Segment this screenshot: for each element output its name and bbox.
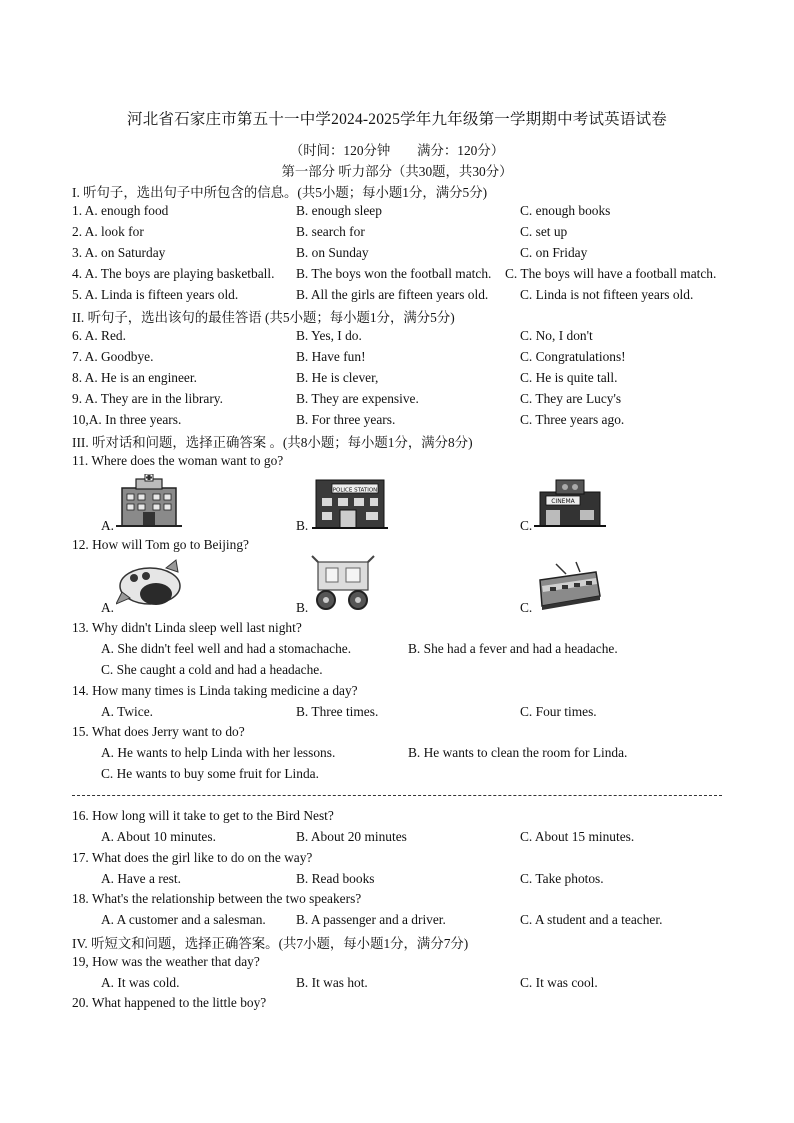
airplane-icon <box>116 558 184 614</box>
option-b: B. The boys won the football match. <box>296 266 492 281</box>
exam-info: （时间：120分钟 满分：120分） <box>289 143 505 158</box>
option-b: B. on Sunday <box>296 245 369 260</box>
option-b: B. They are expensive. <box>296 391 419 406</box>
option-c: C. He wants to buy some fruit for Linda. <box>101 766 319 781</box>
question-14: 14. How many times is Linda taking medicine a day? <box>72 683 358 698</box>
question-row <box>0 203 794 223</box>
option-c: C. enough books <box>520 203 611 218</box>
question-18: 18. What's the relationship between the two speakers? <box>72 891 362 906</box>
option-a: 5. A. Linda is fifteen years old. <box>72 287 239 302</box>
option-b: B. Have fun! <box>296 349 366 364</box>
option-a: A. It was cold. <box>101 975 180 990</box>
option-c-label: C. <box>520 518 533 533</box>
option-b: B. All the girls are fifteen years old. <box>296 287 489 302</box>
question-13: 13. Why didn't Linda sleep well last night? <box>72 620 302 635</box>
section4-heading: IV. 听短文和问题，选择正确答案。(共7小题，每小题1分，满分7分) <box>72 936 469 951</box>
question-row <box>0 370 794 390</box>
option-a: 4. A. The boys are playing basketball. <box>72 266 275 281</box>
section1-heading: I. 听句子，选出句子中所包含的信息。(共5小题；每小题1分，满分5分) <box>72 185 488 200</box>
question-row <box>0 224 794 244</box>
option-a: A. Have a rest. <box>101 871 181 886</box>
question-row <box>0 349 794 369</box>
option-b: B. Read books <box>296 871 375 886</box>
train-icon <box>536 560 602 612</box>
option-c: C. Linda is not fifteen years old. <box>520 287 694 302</box>
question-row <box>0 245 794 265</box>
option-a: A. Twice. <box>101 704 153 719</box>
option-a: A. A customer and a salesman. <box>101 912 266 927</box>
exam-title: 河北省石家庄市第五十一中学2024-2025学年九年级第一学期期中考试英语试卷 <box>127 111 667 128</box>
question-row <box>0 912 794 932</box>
question-row <box>0 412 794 432</box>
option-a: 8. A. He is an engineer. <box>72 370 197 385</box>
question-15: 15. What does Jerry want to do? <box>72 724 245 739</box>
option-a: A. About 10 minutes. <box>101 829 216 844</box>
question-12: 12. How will Tom go to Beijing? <box>72 537 249 552</box>
cinema-sign: CINEMA <box>551 498 575 505</box>
option-b: B. A passenger and a driver. <box>296 912 446 927</box>
question-row <box>0 829 794 849</box>
question-row <box>0 287 794 307</box>
option-c: C. on Friday <box>520 245 588 260</box>
option-c: C. They are Lucy's <box>520 391 622 406</box>
option-c-label: C. <box>520 600 533 615</box>
option-c: C. It was cool. <box>520 975 598 990</box>
option-c: C. About 15 minutes. <box>520 829 635 844</box>
option-c: C. The boys will have a football match. <box>505 266 717 281</box>
dashed-divider <box>72 795 722 796</box>
question-17: 17. What does the girl like to do on the way? <box>72 850 313 865</box>
option-c: C. Congratulations! <box>520 349 626 364</box>
option-c: C. set up <box>520 224 568 239</box>
police-station-sign: POLICE STATION <box>332 487 378 494</box>
option-b: B. He wants to clean the room for Linda. <box>408 745 628 760</box>
option-b: B. He is clever, <box>296 370 379 385</box>
question-11: 11. Where does the woman want to go? <box>72 453 284 468</box>
question-row <box>0 975 794 995</box>
option-b: B. enough sleep <box>296 203 382 218</box>
option-a: 10,A. In three years. <box>72 412 182 427</box>
option-b: B. Three times. <box>296 704 379 719</box>
question-row <box>0 704 794 724</box>
question-row <box>0 391 794 411</box>
option-b: B. Yes, I do. <box>296 328 362 343</box>
question-row <box>0 745 794 765</box>
question-row <box>0 871 794 891</box>
option-b-label: B. <box>296 600 309 615</box>
cinema-icon <box>534 476 606 528</box>
option-c: C. Take photos. <box>520 871 604 886</box>
section2-heading: II. 听句子，选出该句的最佳答语 (共5小题；每小题1分，满分5分) <box>72 310 455 325</box>
option-a: 1. A. enough food <box>72 203 169 218</box>
option-a-label: A. <box>101 600 115 615</box>
police-station-icon <box>312 472 388 530</box>
option-b: B. About 20 minutes <box>296 829 407 844</box>
hospital-icon <box>114 474 184 528</box>
option-a: 9. A. They are in the library. <box>72 391 223 406</box>
option-a: 6. A. Red. <box>72 328 126 343</box>
option-a: 7. A. Goodbye. <box>72 349 154 364</box>
part1-heading: 第一部分 听力部分（共30题，共30分） <box>281 164 513 179</box>
option-c: C. Four times. <box>520 704 597 719</box>
option-b-label: B. <box>296 518 309 533</box>
option-c: C. No, I don't <box>520 328 593 343</box>
question-16: 16. How long will it take to get to the Bird Nest? <box>72 808 334 823</box>
option-c: C. Three years ago. <box>520 412 625 427</box>
question-row <box>0 266 794 286</box>
bicycle-cart-icon <box>310 554 376 612</box>
question-row <box>0 641 794 661</box>
question-20: 20. What happened to the little boy? <box>72 995 267 1010</box>
question-row <box>0 662 794 682</box>
question-row <box>0 766 794 786</box>
option-c: C. She caught a cold and had a headache. <box>101 662 323 677</box>
option-c: C. He is quite tall. <box>520 370 618 385</box>
option-b: B. search for <box>296 224 365 239</box>
option-c: C. A student and a teacher. <box>520 912 663 927</box>
option-b: B. It was hot. <box>296 975 368 990</box>
option-a: 2. A. look for <box>72 224 144 239</box>
option-a: 3. A. on Saturday <box>72 245 166 260</box>
question-19: 19, How was the weather that day? <box>72 954 260 969</box>
question-row <box>0 328 794 348</box>
option-a: A. He wants to help Linda with her lessons. <box>101 745 336 760</box>
option-a: A. She didn't feel well and had a stomachache. <box>101 641 352 656</box>
option-b: B. For three years. <box>296 412 396 427</box>
section3-heading: III. 听对话和问题，选择正确答案 。(共8小题；每小题1分，满分8分) <box>72 435 473 450</box>
option-a-label: A. <box>101 518 115 533</box>
option-b: B. She had a fever and had a headache. <box>408 641 618 656</box>
